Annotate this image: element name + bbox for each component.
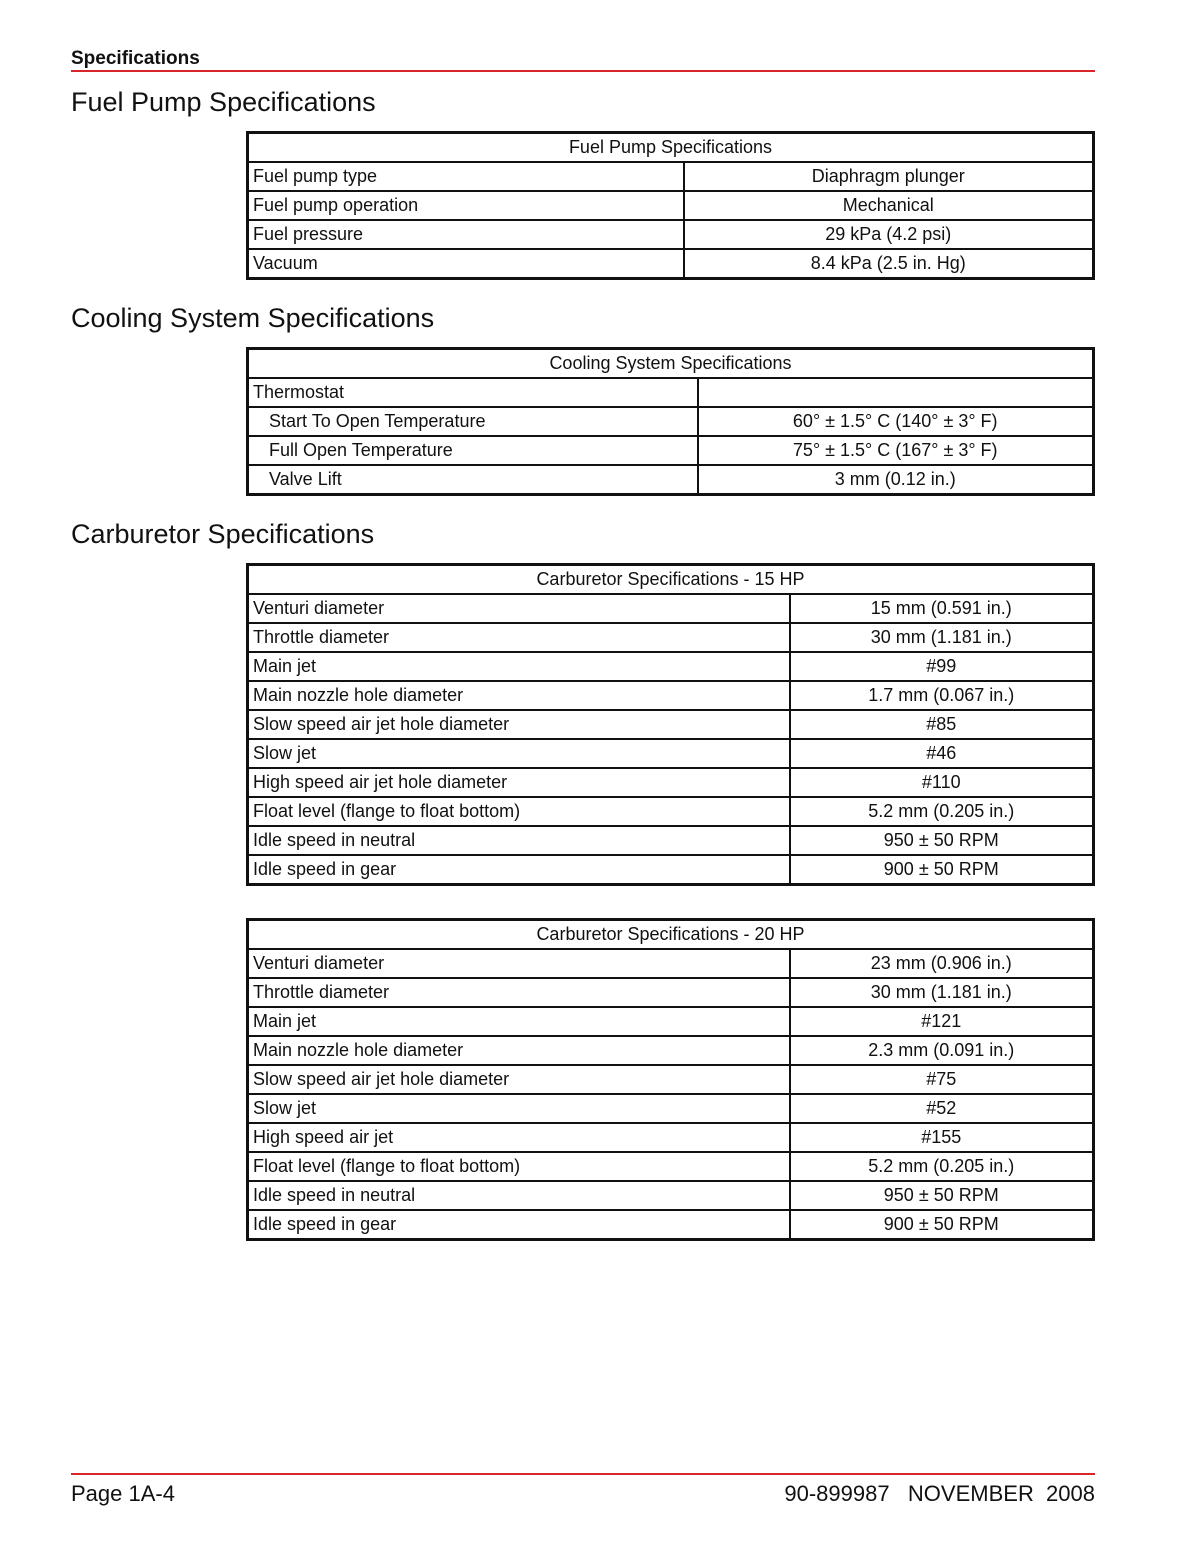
table-row [248,797,1094,826]
spec-value: #75 [790,1065,1094,1094]
table-row [248,681,1094,710]
spec-value: 15 mm (0.591 in.) [790,594,1094,623]
table-row [248,1036,1094,1065]
table-row [248,623,1094,652]
table-row [248,436,1094,465]
cooling-table [246,347,1095,496]
table-row [248,768,1094,797]
spec-key: Start To Open Temperature [248,407,698,436]
spec-value: 950 ± 50 RPM [790,826,1094,855]
spec-value: 29 kPa (4.2 psi) [684,220,1094,249]
spec-key: Fuel pump type [248,162,684,191]
spec-key: Slow jet [248,1094,790,1123]
table-row [248,594,1094,623]
spec-value: Diaphragm plunger [684,162,1094,191]
spec-value: #99 [790,652,1094,681]
cooling-section-title: Cooling System Specifications [71,303,435,333]
spec-value: 75° ± 1.5° C (167° ± 3° F) [698,436,1094,465]
spec-value: 5.2 mm (0.205 in.) [790,797,1094,826]
spec-key: High speed air jet hole diameter [248,768,790,797]
spec-value: 3 mm (0.12 in.) [698,465,1094,495]
spec-value: 900 ± 50 RPM [790,855,1094,885]
spec-key: Throttle diameter [248,978,790,1007]
spec-value: 2.3 mm (0.091 in.) [790,1036,1094,1065]
spec-value: #85 [790,710,1094,739]
spec-key: Vacuum [248,249,684,279]
spec-key: Main nozzle hole diameter [248,681,790,710]
spec-key: Venturi diameter [248,949,790,978]
table-row [248,949,1094,978]
spec-key: Slow jet [248,739,790,768]
spec-value: #110 [790,768,1094,797]
table-row [248,826,1094,855]
spec-value: 8.4 kPa (2.5 in. Hg) [684,249,1094,279]
spec-key: Main jet [248,1007,790,1036]
table-row [248,220,1094,249]
table-row [248,1152,1094,1181]
table-row [248,1065,1094,1094]
table-row [248,652,1094,681]
spec-value [698,378,1094,407]
table-row [248,1007,1094,1036]
table-row [248,855,1094,885]
document-reference: 90-899987 NOVEMBER 2008 [784,1481,1095,1506]
carburetor-section-title: Carburetor Specifications [71,519,375,549]
spec-key: Idle speed in gear [248,1210,790,1240]
table-row [248,378,1094,407]
spec-value: 900 ± 50 RPM [790,1210,1094,1240]
table-row [248,1123,1094,1152]
spec-key: Idle speed in neutral [248,1181,790,1210]
spec-value: #52 [790,1094,1094,1123]
table-row [248,1210,1094,1240]
table-row [248,249,1094,279]
spec-value: 1.7 mm (0.067 in.) [790,681,1094,710]
spec-key: Valve Lift [248,465,698,495]
spec-value: 30 mm (1.181 in.) [790,623,1094,652]
fuel-pump-table [246,131,1095,280]
footer-rule [71,1473,1095,1475]
spec-key: High speed air jet [248,1123,790,1152]
carburetor-15hp-table-title: Carburetor Specifications - 15 HP [248,565,1094,595]
carburetor-15hp-table [246,563,1095,886]
spec-value: 30 mm (1.181 in.) [790,978,1094,1007]
spec-value: 950 ± 50 RPM [790,1181,1094,1210]
spec-key: Slow speed air jet hole diameter [248,1065,790,1094]
table-row [248,407,1094,436]
spec-key: Float level (flange to float bottom) [248,1152,790,1181]
spec-value: #46 [790,739,1094,768]
spec-key: Main nozzle hole diameter [248,1036,790,1065]
spec-key: Full Open Temperature [248,436,698,465]
spec-key: Main jet [248,652,790,681]
spec-value: 5.2 mm (0.205 in.) [790,1152,1094,1181]
table-row [248,1181,1094,1210]
spec-key: Fuel pressure [248,220,684,249]
table-row [248,162,1094,191]
spec-key: Thermostat [248,378,698,407]
spec-value: 23 mm (0.906 in.) [790,949,1094,978]
spec-key: Venturi diameter [248,594,790,623]
table-row [248,710,1094,739]
table-row [248,978,1094,1007]
header-rule [71,70,1095,72]
spec-key: Float level (flange to float bottom) [248,797,790,826]
spec-key: Fuel pump operation [248,191,684,220]
page-number: Page 1A-4 [71,1481,175,1506]
fuel-pump-section-title: Fuel Pump Specifications [71,87,376,117]
spec-key: Throttle diameter [248,623,790,652]
spec-key: Slow speed air jet hole diameter [248,710,790,739]
spec-value: #121 [790,1007,1094,1036]
spec-value: 60° ± 1.5° C (140° ± 3° F) [698,407,1094,436]
carburetor-20hp-table-title: Carburetor Specifications - 20 HP [248,920,1094,950]
table-row [248,191,1094,220]
fuel-pump-table-title: Fuel Pump Specifications [248,133,1094,163]
table-row [248,1094,1094,1123]
carburetor-20hp-table [246,918,1095,1241]
spec-key: Idle speed in neutral [248,826,790,855]
cooling-table-title: Cooling System Specifications [248,349,1094,379]
spec-value: #155 [790,1123,1094,1152]
page-header-label: Specifications [71,48,200,69]
spec-key: Idle speed in gear [248,855,790,885]
spec-value: Mechanical [684,191,1094,220]
table-row [248,739,1094,768]
table-row [248,465,1094,495]
